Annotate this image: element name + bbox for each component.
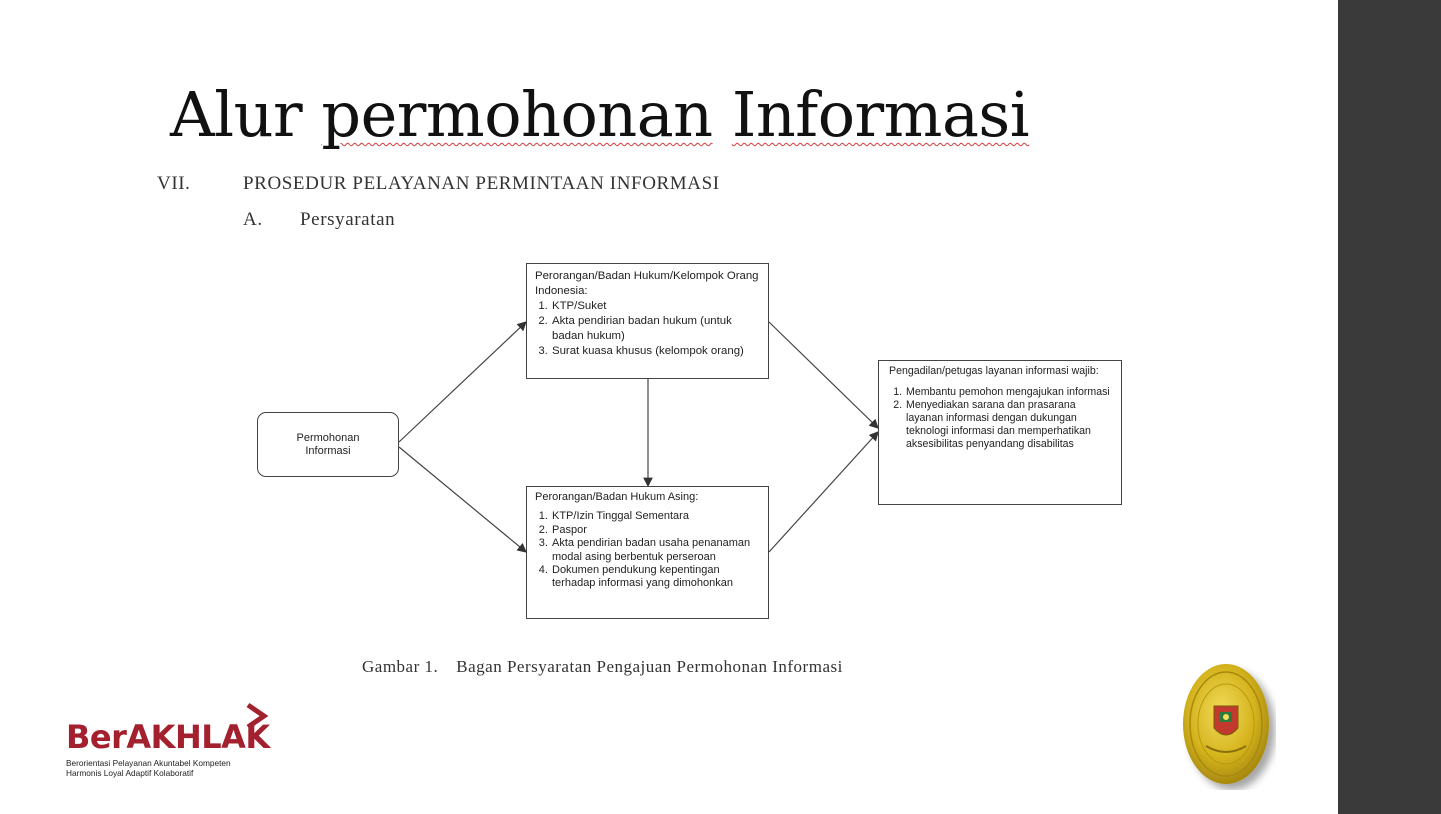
list-item: 1. Membantu pemohon mengajukan informasi: [905, 386, 1111, 399]
subsection-title: Persyaratan: [300, 209, 396, 230]
list-item: 1. KTP/Suket: [551, 299, 760, 314]
list-item: 2. Paspor: [551, 524, 760, 537]
section-title: PROSEDUR PELAYANAN PERMINTAAN INFORMASI: [243, 173, 720, 194]
logo-wordmark: BerAKHLAK: [66, 718, 270, 756]
caption-text: Bagan Persyaratan Pengajuan Permohonan Informasi: [456, 657, 843, 676]
berakhlak-logo: [64, 700, 274, 790]
title-word-misspelled: permohonan: [321, 78, 713, 151]
indonesia-list: [535, 299, 760, 359]
indonesia-requirements-box: [526, 263, 769, 379]
subsection-number: A.: [243, 209, 263, 230]
caption-label: Gambar 1.: [362, 657, 439, 676]
foreign-heading: Perorangan/Badan Hukum Asing:: [535, 491, 699, 503]
logo-tagline-line2: Harmonis Loyal Adaptif Kolaboratif: [66, 768, 194, 778]
figure-caption: [362, 657, 843, 677]
start-label: Permohonan Informasi: [296, 431, 360, 457]
list-item: 2. Akta pendirian badan hukum (untuk badan hukum): [551, 314, 760, 344]
indonesia-heading: Perorangan/Badan Hukum/Kelompok Orang Indonesia:: [535, 270, 759, 297]
foreign-list: [535, 510, 760, 590]
logo-tagline-line1: Berorientasi Pelayanan Akuntabel Kompeten: [66, 758, 231, 768]
arrow-foreign-to-court: [769, 432, 878, 552]
start-box: [257, 412, 399, 477]
court-duties-box: [878, 360, 1122, 505]
court-heading: Pengadilan/petugas layanan informasi wajib:: [889, 365, 1099, 377]
logo-tagline: [66, 758, 231, 778]
section-number: VII.: [157, 173, 191, 194]
list-item: 3. Akta pendirian badan usaha penanaman modal asing berbentuk perseroan: [551, 537, 760, 564]
title-prefix: Alur: [170, 78, 322, 151]
list-item: 1. KTP/Izin Tinggal Sementara: [551, 510, 760, 523]
title-word-misspelled-2: Informasi: [731, 78, 1030, 151]
list-item: 4. Dokumen pendukung kepentingan terhadap informasi yang dimohonkan: [551, 564, 760, 591]
court-list: [889, 386, 1111, 451]
arrow-indonesia-to-court: [769, 322, 878, 428]
mahkamah-agung-seal-icon: [1180, 662, 1276, 790]
arrow-start-to-indonesia: [399, 322, 526, 442]
list-item: 2. Menyediakan sarana dan prasarana layanan informasi dengan dukungan teknologi informasi dan memperhatikan aksesibilitas penyandang disabilitas: [905, 399, 1111, 451]
side-band: [1338, 0, 1441, 814]
foreign-requirements-box: [526, 486, 769, 619]
list-item: 3. Surat kuasa khusus (kelompok orang): [551, 344, 760, 359]
arrow-start-to-foreign: [399, 447, 526, 552]
